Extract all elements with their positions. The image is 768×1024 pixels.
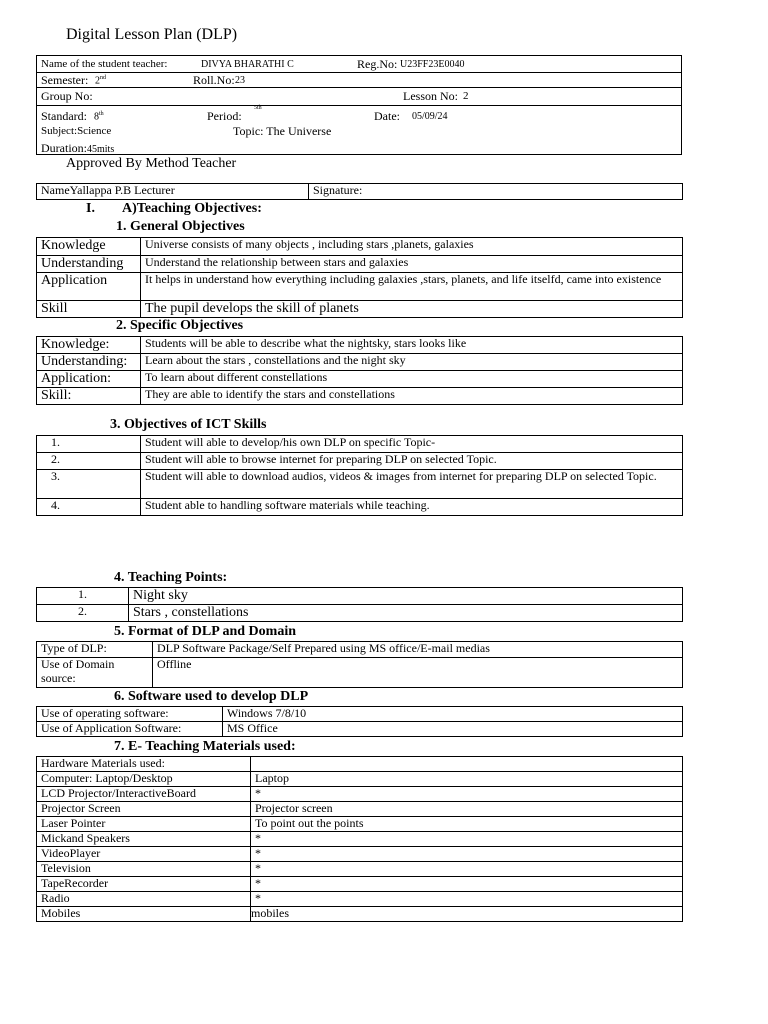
row-label: Application:: [37, 371, 141, 388]
header-row-group: [37, 87, 681, 106]
row-label: Understanding:: [37, 354, 141, 371]
table-row: [37, 371, 683, 388]
software-table: [36, 706, 683, 737]
row-text: The pupil develops the skill of planets: [141, 301, 683, 318]
software-heading: 6. Software used to develop DLP: [114, 689, 309, 704]
row-text: DLP Software Package/Self Prepared using MS office/E-mail medias: [153, 642, 683, 658]
header-row-name: [37, 56, 681, 73]
table-row: [37, 862, 683, 877]
row-text: Student will able to browse internet for preparing DLP on selected Topic.: [141, 453, 683, 470]
row-text: *: [251, 877, 683, 892]
format-heading: 5. Format of DLP and Domain: [114, 624, 296, 639]
row-label: Understanding: [37, 256, 141, 273]
signature-label: Signature:: [309, 184, 683, 200]
table-row: [37, 832, 683, 847]
row-label: Type of DLP:: [37, 642, 153, 658]
table-row: [37, 436, 683, 453]
row-text: *: [251, 832, 683, 847]
name-value: DIVYA BHARATHI C: [201, 59, 294, 70]
row-text: Student able to handling software materials while teaching.: [141, 499, 683, 516]
period-value: 5: [254, 105, 257, 111]
row-text: Projector screen: [251, 802, 683, 817]
row-text: Student will able to develop/his own DLP on specific Topic-: [141, 436, 683, 453]
roll-value: 23: [235, 75, 245, 86]
table-row: [37, 470, 683, 499]
table-row: [37, 817, 683, 832]
row-label: Projector Screen: [37, 802, 251, 817]
row-label: Mobiles: [37, 907, 251, 922]
period-label: Period:: [207, 109, 242, 123]
semester-value: 2: [95, 75, 100, 87]
row-text: Laptop: [251, 772, 683, 787]
header-row-standard: [37, 105, 681, 123]
row-label: Laser Pointer: [37, 817, 251, 832]
row-label: Skill: [37, 301, 141, 318]
row-text: mobiles: [251, 907, 683, 922]
table-row: [37, 658, 683, 688]
header-row-subject: [37, 123, 681, 139]
duration-label: Duration:: [41, 141, 87, 155]
row-label: TapeRecorder: [37, 877, 251, 892]
row-label: LCD Projector/InteractiveBoard: [37, 787, 251, 802]
row-text: [251, 757, 683, 772]
table-row: [37, 642, 683, 658]
row-text: MS Office: [223, 722, 683, 737]
ict-objectives-table: [36, 435, 683, 516]
table-row: [37, 453, 683, 470]
row-text: To point out the points: [251, 817, 683, 832]
approved-heading: Approved By Method Teacher: [66, 156, 237, 171]
materials-table: [36, 756, 683, 922]
specific-objectives-heading: 2. Specific Objectives: [116, 318, 244, 333]
standard-sup: th: [99, 111, 104, 117]
group-label: Group No:: [41, 89, 93, 103]
table-row: [37, 772, 683, 787]
row-number: 2.: [37, 453, 141, 470]
table-row: [37, 588, 683, 605]
row-number: 2.: [37, 605, 129, 622]
table-row: [37, 388, 683, 405]
document-title: Digital Lesson Plan (DLP): [66, 26, 238, 43]
row-label: Use of Application Software:: [37, 722, 223, 737]
row-label: Radio: [37, 892, 251, 907]
approved-name: NameYallappa P.B Lecturer: [37, 184, 309, 200]
table-row: [37, 787, 683, 802]
table-row: [37, 722, 683, 737]
table-row: [37, 757, 683, 772]
row-text: Learn about the stars , constellations and the night sky: [141, 354, 683, 371]
row-label: Use of Domain source:: [37, 658, 153, 688]
row-label: Computer: Laptop/Desktop: [37, 772, 251, 787]
row-text: Understand the relationship between stars and galaxies: [141, 256, 683, 273]
row-number: 4.: [37, 499, 141, 516]
row-label: VideoPlayer: [37, 847, 251, 862]
date-label: Date:: [374, 109, 400, 123]
reg-value: U23FF23E0040: [400, 59, 465, 70]
table-row: [37, 256, 683, 273]
row-label: Knowledge: [37, 238, 141, 256]
row-text: Universe consists of many objects , including stars ,planets, galaxies: [141, 238, 683, 256]
lesson-label: Lesson No:: [403, 89, 458, 103]
duration-value: 45mits: [87, 144, 115, 155]
specific-objectives-table: [36, 336, 683, 405]
row-text: To learn about different constellations: [141, 371, 683, 388]
row-text: *: [251, 862, 683, 877]
row-label: Television: [37, 862, 251, 877]
reg-label: Reg.No:: [357, 57, 398, 71]
row-text: Windows 7/8/10: [223, 707, 683, 722]
row-number: 3.: [37, 470, 141, 499]
table-row: [37, 847, 683, 862]
teaching-points-table: [36, 587, 683, 622]
row-text: Offline: [153, 658, 683, 688]
general-objectives-heading: 1. General Objectives: [116, 219, 245, 234]
header-info-box: [36, 55, 682, 155]
table-row: [37, 605, 683, 622]
semester-label: Semester:: [41, 73, 89, 87]
name-label: Name of the student teacher:: [41, 58, 168, 70]
topic-value: The Universe: [266, 124, 332, 138]
table-row: [37, 499, 683, 516]
row-label: Application: [37, 273, 141, 301]
row-label: Skill:: [37, 388, 141, 405]
row-text: Stars , constellations: [129, 605, 683, 622]
standard-value: 8: [94, 111, 99, 123]
row-number: 1.: [37, 588, 129, 605]
table-row: [37, 301, 683, 318]
header-row-semester: [37, 72, 681, 88]
ict-objectives-heading: 3. Objectives of ICT Skills: [110, 417, 267, 432]
table-row: [37, 337, 683, 354]
period-sup: th: [257, 105, 262, 111]
date-value: 05/09/24: [412, 111, 448, 122]
table-row: [37, 892, 683, 907]
subject-label: Subject:: [41, 125, 78, 137]
table-row: [37, 907, 683, 922]
row-number: 1.: [37, 436, 141, 453]
topic-label: Topic:: [233, 124, 264, 138]
row-label: Hardware Materials used:: [37, 757, 251, 772]
table-row: [37, 707, 683, 722]
row-text: *: [251, 787, 683, 802]
row-text: Students will be able to describe what the nightsky, stars looks like: [141, 337, 683, 354]
table-row: [37, 802, 683, 817]
row-text: *: [251, 847, 683, 862]
table-row: [37, 354, 683, 371]
subject-value: Science: [77, 125, 112, 137]
format-table: [36, 641, 683, 688]
row-label: Mickand Speakers: [37, 832, 251, 847]
row-text: Night sky: [129, 588, 683, 605]
row-label: Use of operating software:: [37, 707, 223, 722]
approved-table: [36, 183, 683, 200]
row-text: Student will able to download audios, videos & images from internet for preparing DLP on selected Topic.: [141, 470, 683, 499]
lesson-value: 2: [463, 90, 469, 102]
general-objectives-table: [36, 237, 683, 318]
table-row: [37, 273, 683, 301]
row-text: *: [251, 892, 683, 907]
roll-label: Roll.No:: [193, 73, 235, 87]
teaching-objectives-heading: A)Teaching Objectives:: [122, 201, 262, 216]
teaching-points-heading: 4. Teaching Points:: [114, 570, 228, 585]
header-row-duration: [37, 139, 681, 154]
semester-sup: nd: [100, 75, 106, 81]
standard-label: Standard:: [41, 109, 87, 123]
materials-heading: 7. E- Teaching Materials used:: [114, 739, 296, 754]
section-roman: I.: [86, 201, 95, 216]
row-text: It helps in understand how everything including galaxies ,stars, planets, and life itselfd, came into existence: [141, 273, 683, 301]
row-text: They are able to identify the stars and constellations: [141, 388, 683, 405]
table-row: [37, 877, 683, 892]
row-label: Knowledge:: [37, 337, 141, 354]
table-row: [37, 238, 683, 256]
